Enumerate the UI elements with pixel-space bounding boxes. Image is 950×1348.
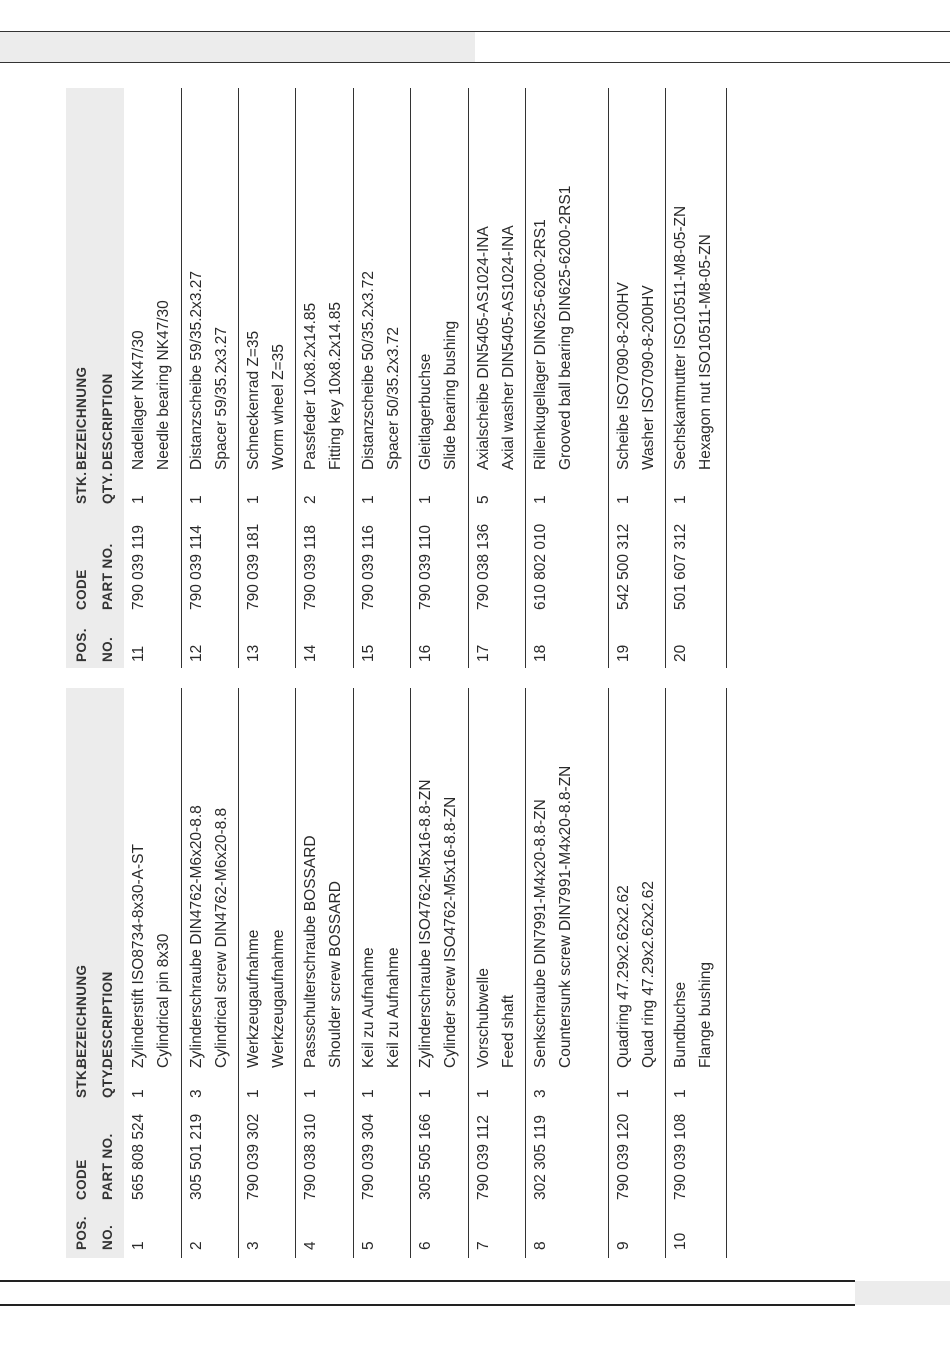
row-description-de: Werkzeugaufnahme bbox=[245, 929, 262, 1068]
row-pos: 6 bbox=[417, 1241, 434, 1250]
row-part-no: 790 039 119 bbox=[130, 524, 147, 610]
table-header bbox=[66, 88, 124, 668]
row-description-en: Slide bearing bushing bbox=[442, 320, 459, 470]
row-part-no: 790 039 112 bbox=[475, 1114, 492, 1200]
row-qty: 5 bbox=[475, 495, 492, 504]
row-part-no: 790 039 302 bbox=[245, 1113, 262, 1200]
header-qty: QTY. bbox=[100, 1066, 115, 1098]
row-divider bbox=[726, 688, 727, 1258]
row-qty: 3 bbox=[532, 1089, 549, 1098]
row-pos: 19 bbox=[615, 644, 632, 662]
header-pos: POS. bbox=[74, 1216, 89, 1250]
header-bezeichnung: BEZEICHNUNG bbox=[74, 964, 89, 1068]
footer-band bbox=[855, 1281, 950, 1305]
row-part-no: 790 039 120 bbox=[615, 1113, 632, 1200]
row-qty: 3 bbox=[188, 1089, 205, 1098]
row-qty: 1 bbox=[615, 1089, 632, 1098]
row-pos: 12 bbox=[188, 644, 205, 662]
row-description-de: Zylinderschraube DIN4762-M6x20-8.8 bbox=[188, 805, 205, 1068]
header-band bbox=[0, 32, 475, 62]
row-divider bbox=[295, 688, 296, 1258]
row-qty: 1 bbox=[672, 1089, 689, 1098]
row-qty: 1 bbox=[360, 1089, 377, 1098]
row-description-en: Shoulder screw BOSSARD bbox=[327, 881, 344, 1068]
row-part-no: 790 039 118 bbox=[302, 524, 319, 610]
row-qty: 1 bbox=[130, 495, 147, 504]
row-divider bbox=[410, 88, 411, 668]
row-description-en: Fitting key 10x8.2x14.85 bbox=[327, 301, 344, 470]
row-pos: 8 bbox=[532, 1241, 549, 1250]
row-description-de: Passfeder 10x8.2x14.85 bbox=[302, 302, 319, 470]
row-pos: 2 bbox=[188, 1241, 205, 1250]
row-qty: 1 bbox=[475, 1089, 492, 1098]
row-divider bbox=[468, 88, 469, 668]
table-header bbox=[66, 688, 124, 1258]
row-description-de: Vorschubwelle bbox=[475, 968, 492, 1068]
row-part-no: 790 039 114 bbox=[188, 524, 205, 610]
header-part-no: PART NO. bbox=[100, 1133, 115, 1200]
row-pos: 7 bbox=[475, 1241, 492, 1250]
row-description-en: Cylindrical pin 8x30 bbox=[155, 933, 172, 1068]
header-bezeichnung: BEZEICHNUNG bbox=[74, 366, 89, 470]
row-description-en: Werkzeugaufnahme bbox=[270, 929, 287, 1068]
row-description-en: Worm wheel Z=35 bbox=[270, 344, 287, 470]
row-qty: 1 bbox=[417, 495, 434, 504]
row-divider bbox=[608, 688, 609, 1258]
row-description bbox=[471, 70, 521, 470]
row-divider bbox=[353, 688, 354, 1258]
header-description: DESCRIPTION bbox=[100, 373, 115, 470]
row-pos: 16 bbox=[417, 644, 434, 662]
row-description-de: Keil zu Aufnahme bbox=[360, 947, 377, 1068]
row-description-en: Feed shaft bbox=[500, 994, 517, 1068]
row-description bbox=[126, 688, 176, 1068]
row-description-de: Distanzscheibe 59/35.2x3.27 bbox=[188, 270, 205, 470]
row-description-en: Grooved ball bearing DIN625-6200-2RS1 bbox=[557, 185, 574, 470]
row-description bbox=[413, 688, 463, 1068]
row-pos: 5 bbox=[360, 1241, 377, 1250]
row-divider bbox=[238, 688, 239, 1258]
row-qty: 1 bbox=[360, 495, 377, 504]
row-description-de: Sechskantmutter ISO10511-M8-05-ZN bbox=[672, 205, 689, 470]
row-part-no: 790 039 304 bbox=[360, 1113, 377, 1200]
row-description-en: Spacer 50/35.2x3.72 bbox=[385, 326, 402, 470]
row-part-no: 790 039 110 bbox=[417, 524, 434, 610]
row-description bbox=[471, 688, 521, 1068]
row-description-de: Rillenkugellager DIN625-6200-2RS1 bbox=[532, 219, 549, 470]
row-part-no: 790 038 136 bbox=[475, 523, 492, 610]
row-divider bbox=[353, 88, 354, 668]
header-stk: STK. bbox=[74, 471, 89, 504]
row-description-de: Schneckenrad Z=35 bbox=[245, 330, 262, 470]
row-description-en: Needle bearing NK47/30 bbox=[155, 300, 172, 470]
row-description bbox=[298, 70, 348, 470]
row-qty: 1 bbox=[615, 495, 632, 504]
row-part-no: 302 305 119 bbox=[532, 1114, 549, 1200]
row-description bbox=[528, 688, 578, 1068]
row-description bbox=[668, 688, 718, 1068]
footer-top-rule bbox=[0, 1280, 855, 1282]
row-pos: 11 bbox=[130, 645, 147, 662]
header-stk: STK. bbox=[74, 1065, 89, 1098]
row-description-de: Passschulterschraube BOSSARD bbox=[302, 835, 319, 1068]
row-description bbox=[241, 688, 291, 1068]
row-pos: 1 bbox=[130, 1241, 147, 1250]
row-part-no: 305 501 219 bbox=[188, 1113, 205, 1200]
row-description-en: Hexagon nut ISO10511-M8-05-ZN bbox=[697, 234, 714, 470]
row-description-de: Nadellager NK47/30 bbox=[130, 330, 147, 470]
row-pos: 3 bbox=[245, 1241, 262, 1250]
row-description-de: Gleitlagerbuchse bbox=[417, 353, 434, 470]
header-no: NO. bbox=[100, 1224, 115, 1250]
header-bottom-rule bbox=[0, 62, 950, 63]
parts-table-right bbox=[66, 88, 728, 668]
row-description-en: Quad ring 47.29x2.62x2.62 bbox=[640, 881, 657, 1068]
row-description bbox=[298, 688, 348, 1068]
row-part-no: 542 500 312 bbox=[615, 523, 632, 610]
header-part-no: PART NO. bbox=[100, 543, 115, 610]
row-pos: 10 bbox=[672, 1232, 689, 1250]
row-description-en: Axial washer DIN5405-AS1024-INA bbox=[500, 225, 517, 470]
row-description bbox=[356, 70, 406, 470]
row-divider bbox=[726, 88, 727, 668]
row-part-no: 501 607 312 bbox=[672, 523, 689, 610]
row-description bbox=[668, 70, 718, 470]
row-description-de: Zylinderschraube ISO4762-M5x16-8.8-ZN bbox=[417, 779, 434, 1068]
row-description bbox=[184, 688, 234, 1068]
header-qty: QTY. bbox=[100, 472, 115, 504]
row-description-de: Axialscheibe DIN5405-AS1024-INA bbox=[475, 226, 492, 470]
row-description-en: Keil zu Aufnahme bbox=[385, 947, 402, 1068]
row-divider bbox=[181, 88, 182, 668]
header-no: NO. bbox=[100, 636, 115, 662]
row-pos: 9 bbox=[615, 1241, 632, 1250]
row-qty: 1 bbox=[532, 495, 549, 504]
row-description-de: Senkschraube DIN7991-M4x20-8.8-ZN bbox=[532, 799, 549, 1068]
row-description-en: Spacer 59/35.2x3.27 bbox=[213, 326, 230, 470]
row-description-en: Flange bushing bbox=[697, 962, 714, 1068]
row-part-no: 305 505 166 bbox=[417, 1113, 434, 1200]
row-divider bbox=[238, 88, 239, 668]
row-divider bbox=[608, 88, 609, 668]
row-part-no: 790 039 108 bbox=[672, 1113, 689, 1200]
row-divider bbox=[665, 688, 666, 1258]
row-description-de: Zylinderstift ISO8734-8x30-A-ST bbox=[130, 844, 147, 1068]
row-qty: 1 bbox=[245, 495, 262, 504]
row-qty: 1 bbox=[245, 1089, 262, 1098]
row-qty: 1 bbox=[302, 1089, 319, 1098]
row-pos: 13 bbox=[245, 644, 262, 662]
row-pos: 18 bbox=[532, 644, 549, 662]
row-qty: 1 bbox=[417, 1089, 434, 1098]
row-description bbox=[126, 70, 176, 470]
footer-bottom-rule bbox=[0, 1304, 855, 1306]
row-description bbox=[184, 70, 234, 470]
row-qty: 2 bbox=[302, 495, 319, 504]
header-description: DESCRIPTION bbox=[100, 971, 115, 1068]
row-description-de: Quadring 47.29x2.62x2.62 bbox=[615, 885, 632, 1068]
row-pos: 4 bbox=[302, 1241, 319, 1250]
row-description bbox=[413, 70, 463, 470]
row-part-no: 565 808 524 bbox=[130, 1113, 147, 1200]
row-description-en: Countersunk screw DIN7991-M4x20-8.8-ZN bbox=[557, 765, 574, 1068]
row-part-no: 790 039 181 bbox=[245, 523, 262, 610]
row-description bbox=[611, 70, 661, 470]
row-qty: 1 bbox=[188, 495, 205, 504]
row-divider bbox=[525, 88, 526, 668]
row-description bbox=[611, 688, 661, 1068]
row-description-de: Bundbuchse bbox=[672, 981, 689, 1068]
row-description-de: Scheibe ISO7090-8-200HV bbox=[615, 282, 632, 470]
parts-table-left bbox=[66, 688, 728, 1258]
row-qty: 1 bbox=[130, 1089, 147, 1098]
row-pos: 15 bbox=[360, 644, 377, 662]
row-description-en: Washer ISO7090-8-200HV bbox=[640, 285, 657, 470]
header-pos: POS. bbox=[74, 628, 89, 662]
row-divider bbox=[181, 688, 182, 1258]
parts-list bbox=[66, 88, 728, 1258]
row-divider bbox=[410, 688, 411, 1258]
row-divider bbox=[295, 88, 296, 668]
row-pos: 17 bbox=[475, 644, 492, 662]
row-pos: 20 bbox=[672, 644, 689, 662]
row-part-no: 790 039 116 bbox=[360, 524, 377, 610]
row-description bbox=[528, 70, 578, 470]
row-description-en: Cylindrical screw DIN4762-M6x20-8.8 bbox=[213, 807, 230, 1068]
row-part-no: 610 802 010 bbox=[532, 523, 549, 610]
row-divider bbox=[468, 688, 469, 1258]
row-description bbox=[241, 70, 291, 470]
row-description-de: Distanzscheibe 50/35.2x3.72 bbox=[360, 270, 377, 470]
header-code: CODE bbox=[74, 569, 89, 610]
header-code: CODE bbox=[74, 1159, 89, 1200]
row-description-en: Cylinder screw ISO4762-M5x16-8.8-ZN bbox=[442, 796, 459, 1068]
row-qty: 1 bbox=[672, 495, 689, 504]
row-pos: 14 bbox=[302, 644, 319, 662]
row-divider bbox=[525, 688, 526, 1258]
row-description bbox=[356, 688, 406, 1068]
row-divider bbox=[665, 88, 666, 668]
row-part-no: 790 038 310 bbox=[302, 1113, 319, 1200]
